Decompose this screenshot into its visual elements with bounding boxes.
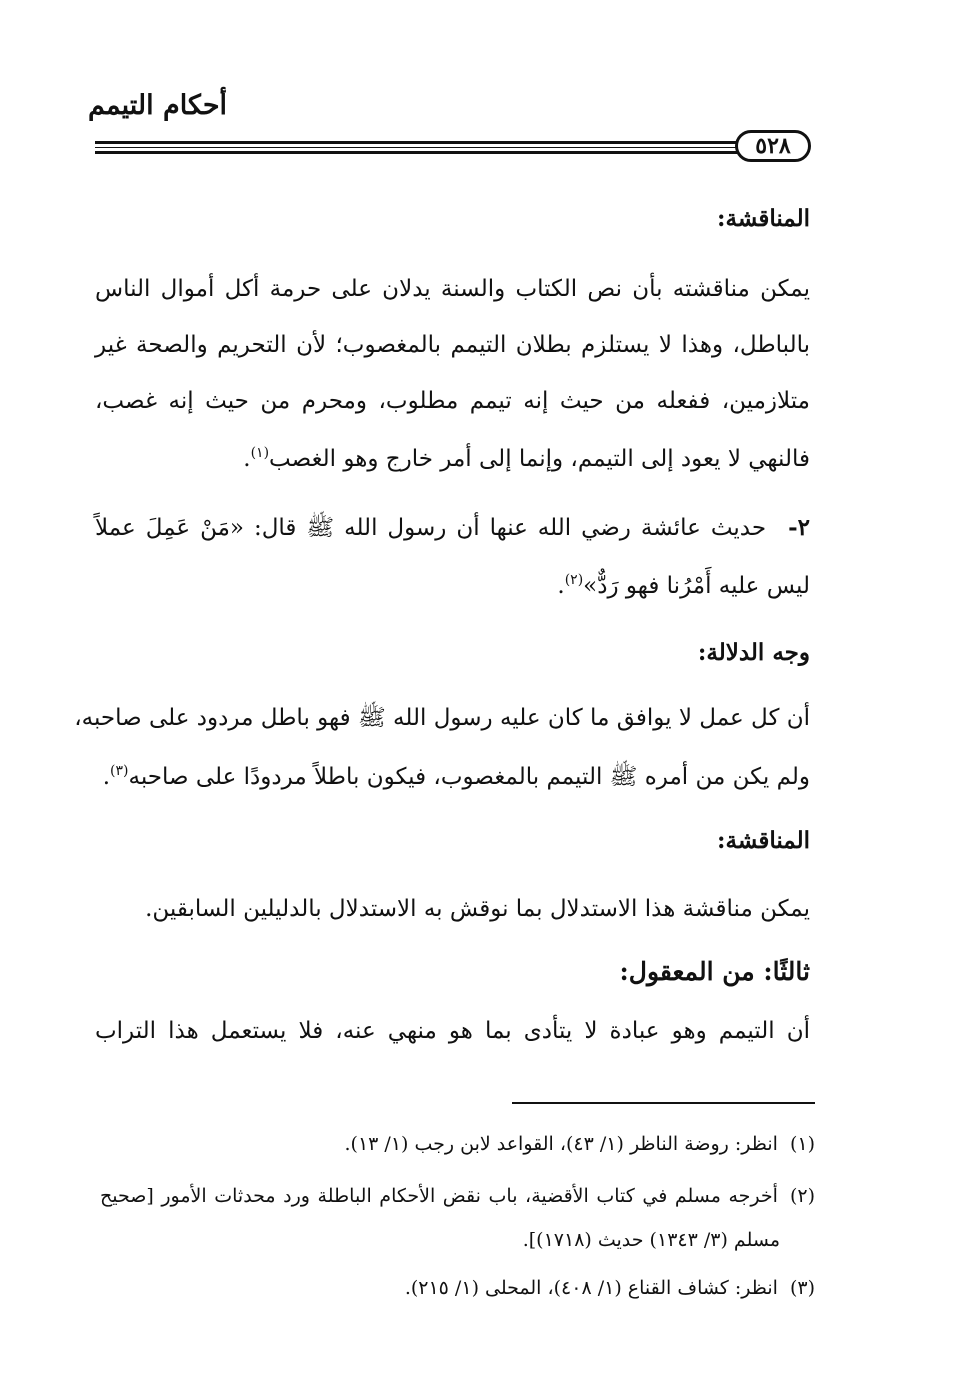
footnote-continuation: مسلم (٣/ ١٣٤٣) حديث (١٧١٨)]. <box>522 1229 780 1251</box>
footnote-text: انظر: روضة الناظر (١/ ٤٣)، القواعد لابن رجب (١/ ١٣). <box>344 1133 778 1155</box>
footnote-ref[interactable]: (٢) <box>564 572 584 588</box>
section-heading: ثالثًا: من المعقول: <box>619 957 810 986</box>
section-heading: المناقشة: <box>717 827 810 854</box>
paragraph-line: ولم يكن من أمره ﷺ التيمم بالمغصوب، فيكون باطلاً مردودًا على صاحبه$^{(٣)}$. <box>102 763 810 790</box>
footnote-separator <box>512 1102 815 1104</box>
footnote-ref[interactable]: (١) <box>250 445 270 461</box>
paragraph-line: بالباطل، وهذا لا يستلزم بطلان التيمم بالمغصوب؛ لأن التحريم والصحة غير <box>95 332 810 358</box>
list-item-text: حديث عائشة رضي الله عنها أن رسول الله ﷺ قال: «مَنْ عَمِلَ عملاً <box>95 515 767 541</box>
section-heading: وجه الدلالة: <box>697 639 810 666</box>
footnote <box>100 1130 815 1158</box>
page-number-badge <box>735 130 811 162</box>
paragraph-line: فالنهي لا يعود إلى التيمم، وإنما إلى أمر خارج وهو الغصب$^{(١)}$. <box>243 445 810 472</box>
header-rule <box>95 147 740 148</box>
running-title: أحكام التيمم <box>88 90 228 121</box>
paragraph-line: يمكن مناقشة هذا الاستدلال بما نوقش به الاستدلال بالدليلين السابقين. <box>145 896 810 922</box>
header-rule <box>95 141 740 144</box>
footnote-number: (٣) <box>789 1277 815 1299</box>
footnote <box>100 1274 815 1302</box>
footnote-ref[interactable]: (٣) <box>110 763 129 779</box>
footnote-text: انظر: كشاف القناع (١/ ٤٠٨)، المحلى (١/ ٢١٥). <box>404 1277 778 1299</box>
list-item-text: ليس عليه أَمْرُنا فهو رَدٌّ» <box>583 573 810 599</box>
paragraph-text: ولم يكن من أمره ﷺ التيمم بالمغصوب، فيكون باطلاً مردودًا على صاحبه <box>128 764 810 790</box>
footnote-number: (٢) <box>789 1185 815 1207</box>
paragraph-line: يمكن مناقشته بأن نص الكتاب والسنة يدلان على حرمة أكل أموال الناس <box>95 276 810 302</box>
footnote-number: (١) <box>789 1133 815 1155</box>
paragraph-text: فالنهي لا يعود إلى التيمم، وإنما إلى أمر خارج وهو الغصب <box>269 446 810 472</box>
list-item-number: ٢- <box>788 514 810 541</box>
paragraph-line: أن كل عمل لا يوافق ما كان عليه رسول الله ﷺ فهو باطل مردود على صاحبه، <box>74 705 810 731</box>
section-heading: المناقشة: <box>717 205 810 232</box>
page-number: ٥٢٨ <box>755 133 791 159</box>
footnote <box>100 1182 815 1210</box>
list-item <box>95 512 810 544</box>
header-rule <box>95 151 740 154</box>
footnote-text: أخرجه مسلم في كتاب الأقضية، باب نقض الأحكام الباطلة ورد محدثات الأمور [صحيح <box>100 1185 778 1207</box>
paragraph-line: متلازمين، ففعله من حيث إنه تيمم مطلوب، ومحرم من حيث إنه غصب، <box>95 388 810 414</box>
paragraph-line: أن التيمم وهو عبادة لا يتأدى بما هو منهي عنه، فلا يستعمل هذا التراب <box>95 1018 810 1044</box>
list-item-line: ليس عليه أَمْرُنا فهو رَدٌّ»$^{(٢)}$. <box>557 572 810 599</box>
